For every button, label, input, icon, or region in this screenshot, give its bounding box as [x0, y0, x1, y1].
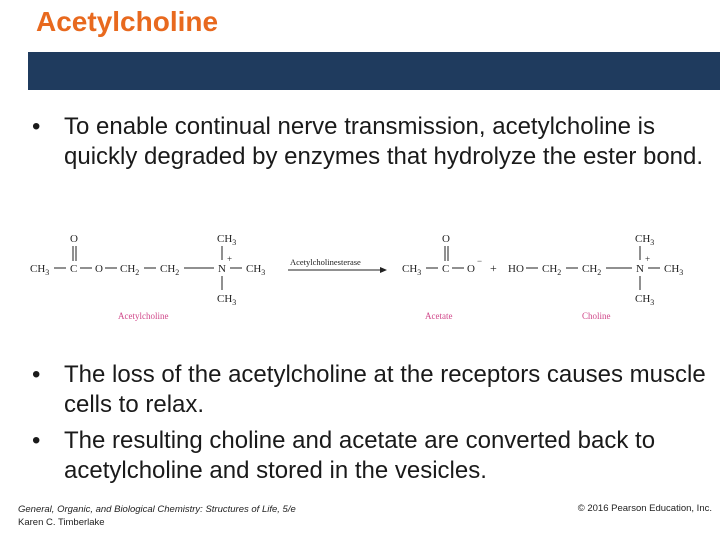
atom-ch3-right: $CH_3$	[246, 263, 266, 277]
atom-ch3-top: $CH_3$	[217, 233, 237, 247]
atom-n: N	[218, 263, 226, 275]
atom-ch3-choline-bottom: $CH_3$	[635, 293, 655, 307]
arrow-head-icon	[380, 267, 387, 273]
atom-ho: HO	[508, 263, 524, 275]
atom-ch2-2: $CH_2$	[160, 263, 180, 277]
label-choline: Choline	[582, 311, 611, 321]
atom-ch2-choline-1: $CH_2$	[542, 263, 562, 277]
bullet-text: The resulting choline and acetate are converted back to acetylcholine and stored in the vesicles.	[64, 427, 656, 484]
bullet-item	[30, 360, 720, 420]
charge-plus: +	[227, 254, 233, 264]
bullet-item	[30, 426, 720, 486]
atom-o-acetate-carbonyl: O	[442, 233, 450, 245]
hydrolysis-reaction-diagram	[20, 222, 710, 332]
bullet-dot: •	[32, 427, 41, 454]
atom-ch3-choline-right: $CH_3$	[664, 263, 684, 277]
copyright: © 2016 Pearson Education, Inc.	[577, 503, 712, 514]
atom-ch2-1: $CH_2$	[120, 263, 140, 277]
atom-c: C	[70, 263, 78, 275]
bullet-text: The loss of the acetylcholine at the receptors causes muscle cells to relax.	[64, 361, 706, 418]
label-acetate: Acetate	[425, 311, 453, 321]
book-title: General, Organic, and Biological Chemistry: Structures of Life, 5/e	[18, 504, 296, 515]
charge-minus: −	[477, 256, 483, 266]
bullet-dot: •	[32, 361, 41, 388]
bullet-list-top	[30, 112, 720, 178]
author: Karen C. Timberlake	[18, 517, 105, 528]
atom-c-acetate: C	[442, 263, 450, 275]
reaction-plus-sign: +	[490, 261, 497, 275]
atom-ch3-bottom: $CH_3$	[217, 293, 237, 307]
atom-o-ester: O	[95, 263, 103, 275]
atom-ch3-1: $CH_3$	[30, 263, 50, 277]
atom-o-carbonyl: O	[70, 233, 78, 245]
bullet-text: To enable continual nerve transmission, acetylcholine is quickly degraded by enzymes that hydrolyze the ester bond.	[64, 113, 704, 170]
atom-ch2-choline-2: $CH_2$	[582, 263, 602, 277]
atom-n-choline: N	[636, 263, 644, 275]
bullet-list-bottom	[30, 360, 720, 492]
atom-o-acetate: O	[467, 263, 475, 275]
label-acetylcholine: Acetylcholine	[118, 311, 169, 321]
enzyme-label: Acetylcholinesterase	[290, 257, 361, 267]
slide-title: Acetylcholine	[36, 6, 219, 37]
footer-citation	[18, 503, 296, 529]
charge-plus-choline: +	[645, 254, 651, 264]
atom-ch3-acetate: $CH_3$	[402, 263, 422, 277]
atom-ch3-choline-top: $CH_3$	[635, 233, 655, 247]
title-bar	[28, 52, 720, 90]
bullet-dot: •	[32, 113, 41, 140]
bullet-item	[30, 112, 720, 172]
